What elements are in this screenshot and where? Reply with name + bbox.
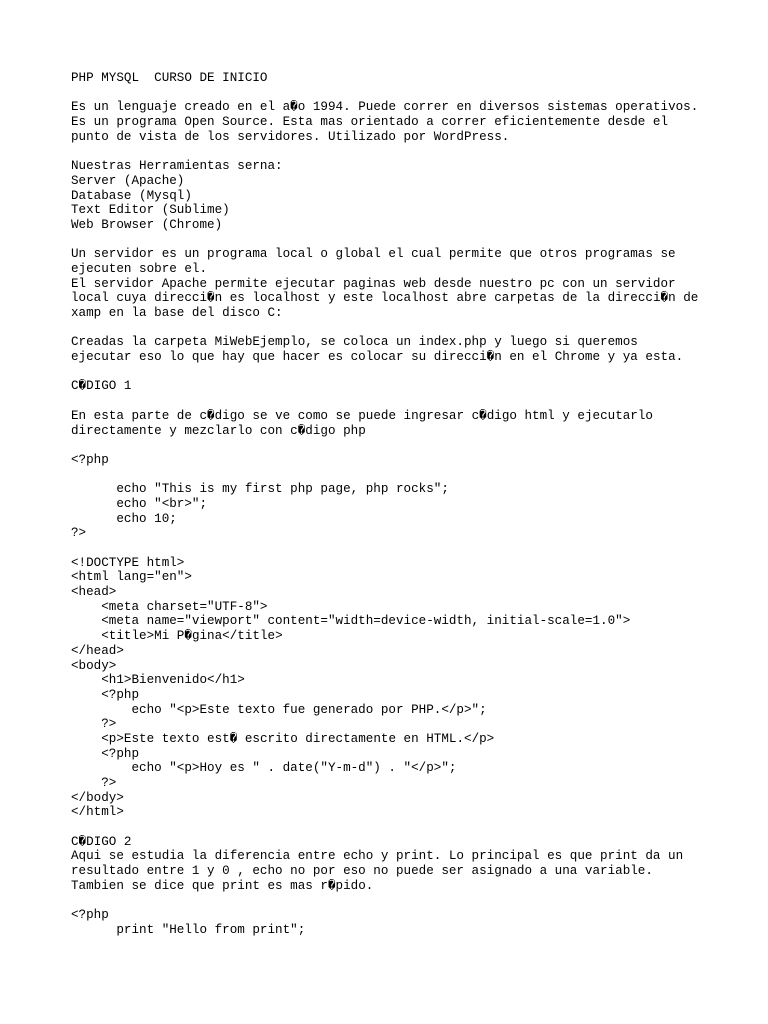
document-page	[71, 71, 751, 938]
text-line: ?>	[71, 776, 117, 790]
text-line: ejecuten sobre el.	[71, 261, 208, 276]
text-line: Un servidor es un programa local o global el cual permite que otros programas se	[71, 247, 676, 262]
text-line: punto de vista de los servidores. Utilizado por WordPress.	[71, 129, 510, 144]
blank-line	[71, 394, 751, 409]
text-line: echo "<p>Hoy es " . date("Y-m-d") . "</p>";	[71, 761, 457, 776]
text-line: ?>	[71, 717, 117, 732]
text-line: local cuya direcci�n es localhost y este localhost abre carpetas de la direcci�n de	[71, 291, 699, 306]
text-line: <p>Este texto est� escrito directamente en HTML.</p>	[71, 731, 495, 746]
blank-line	[71, 820, 751, 835]
text-line: echo "<p>Este texto fue generado por PHP.</p>";	[71, 702, 487, 717]
text-line: <?php	[71, 908, 109, 923]
text-line: Server (Apache)	[71, 173, 185, 188]
text-line: <?php	[71, 687, 140, 702]
text-line: </html>	[71, 805, 124, 820]
text-line: <!DOCTYPE html>	[71, 555, 185, 570]
text-line: xamp en la base del disco C:	[71, 306, 283, 320]
text-line: <?php	[71, 452, 109, 467]
text-line: directamente y mezclarlo con c�digo php	[71, 423, 366, 438]
text-line: <title>Mi P�gina</title>	[71, 629, 283, 644]
text-line: <head>	[71, 585, 117, 600]
text-line: PHP MYSQL CURSO DE INICIO	[71, 71, 268, 85]
text-line: ejecutar eso lo que hay que hacer es colocar su direcci�n en el Chrome y ya esta.	[71, 350, 684, 365]
text-line: <h1>Bienvenido</h1>	[71, 673, 245, 688]
text-line: Tambien se dice que print es mas r�pido.	[71, 878, 374, 893]
text-line: echo "This is my first php page, php rocks";	[71, 482, 449, 497]
text-line: Web Browser (Chrome)	[71, 217, 223, 232]
blank-line	[71, 365, 751, 380]
text-line: <meta name="viewport" content="width=device-width, initial-scale=1.0">	[71, 614, 631, 629]
text-line: C�DIGO 1	[71, 379, 132, 394]
text-line: <body>	[71, 658, 117, 673]
blank-line	[71, 438, 751, 453]
blank-line	[71, 233, 751, 248]
text-line: Database (Mysql)	[71, 188, 192, 203]
blank-line	[71, 144, 751, 159]
text-line: </head>	[71, 643, 124, 658]
text-line: echo "<br>";	[71, 496, 208, 511]
text-line: En esta parte de c�digo se ve como se puede ingresar c�digo html y ejecutarlo	[71, 408, 653, 423]
text-line: echo 10;	[71, 511, 177, 526]
text-line: Aqui se estudia la diferencia entre echo y print. Lo principal es que print da un	[71, 849, 684, 864]
text-line: </body>	[71, 790, 124, 805]
text-line: Creadas la carpeta MiWebEjemplo, se coloca un index.php y luego si queremos	[71, 335, 638, 350]
text-line: Text Editor (Sublime)	[71, 203, 230, 218]
text-line: ?>	[71, 526, 87, 541]
text-line: El servidor Apache permite ejecutar paginas web desde nuestro pc con un servidor	[71, 276, 676, 291]
text-line: <meta charset="UTF-8">	[71, 599, 268, 614]
text-line: Nuestras Herramientas serna:	[71, 159, 283, 174]
blank-line	[71, 86, 751, 101]
text-line: resultado entre 1 y 0 , echo no por eso no puede ser asignado a una variable.	[71, 864, 653, 879]
text-line: Es un lenguaje creado en el a�o 1994. Puede correr en diversos sistemas operativos.	[71, 100, 699, 115]
blank-line	[71, 894, 751, 909]
text-line: print "Hello from print";	[71, 922, 306, 937]
blank-line	[71, 468, 751, 483]
text-line: C�DIGO 2	[71, 834, 132, 849]
blank-line	[71, 541, 751, 556]
blank-line	[71, 321, 751, 336]
text-line: Es un programa Open Source. Esta mas orientado a correr eficientemente desde el	[71, 115, 669, 130]
text-line: <?php	[71, 746, 140, 761]
text-line: <html lang="en">	[71, 570, 192, 585]
